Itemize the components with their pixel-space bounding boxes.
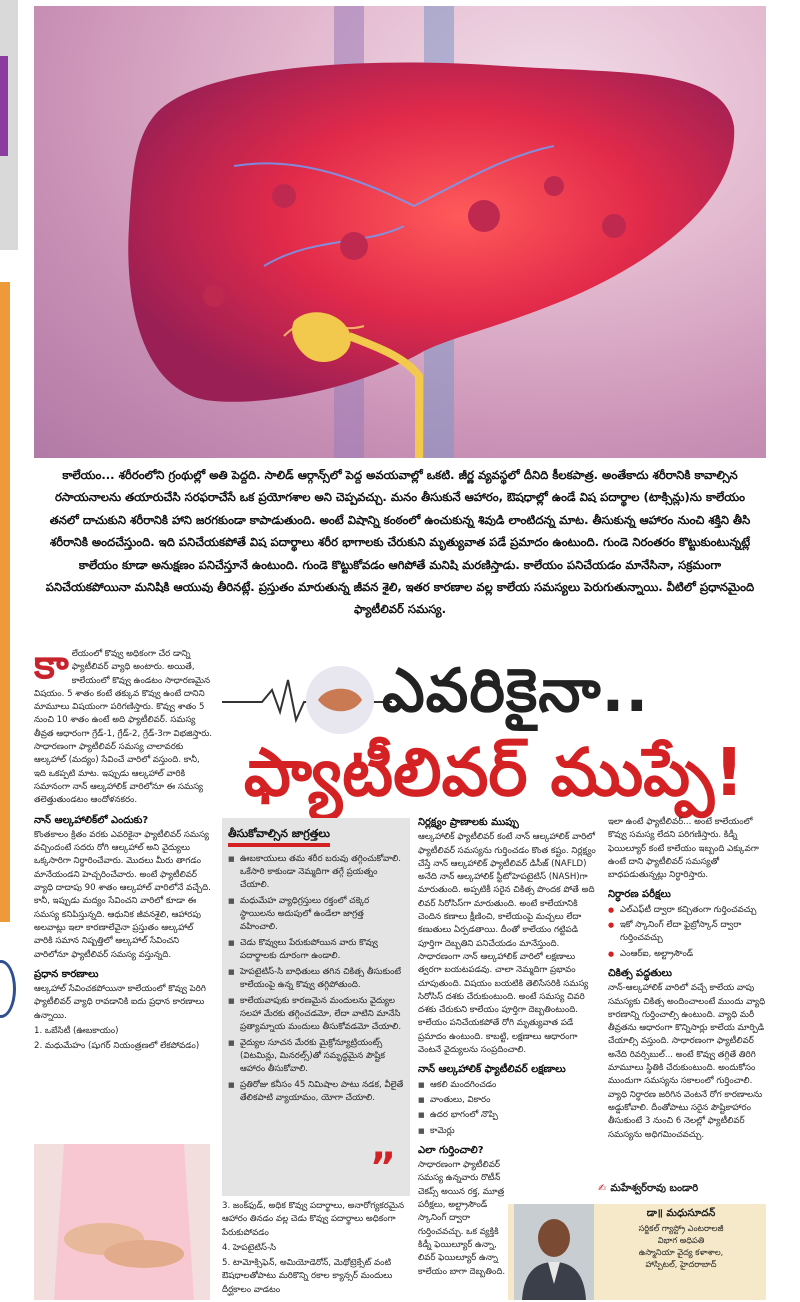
col3-paragraph-3: సాధారణంగా ఫ్యాటీలివర్ సమస్య ఉన్నవారు రొటీన్ చెకప్స్ అయిన రక్త, మూత్ర పరీక్షలు, అల్ట్రాసౌండ్ స్కానింగ్ ద్వారా గుర్తించవచ్చు. ఒక వ్యక్తికి కిడ్నీ ఫెయిల్యూర్ ఉన్నా, లివర్ ఫెయిల్యూర్ ఉన్నా కాలేయం బాగా దెబ్బతింది. [418,1160,506,1277]
precaution-item: ■ ఊబకాయులు తమ శరీర బరువు తగ్గించుకోవాలి. ఒకేసారి కాకుండా నెమ్మదిగా తగ్గే ప్రయత్నం చేయాలి. [228,853,404,892]
doctor-info-box [508,1204,766,1300]
precaution-item: ■ హెపటైటిస్-సి బాధితులు తగిన చికిత్స తీసుకుంటే కాలేయంపై ఉన్న కొవ్వు తగ్గిపోతుంది. [228,966,404,992]
symptoms-list [418,1079,598,1138]
adjacent-page-graphic [0,960,16,1018]
symptom-item: ■ ఉదర భాగంలో నొప్పి [418,1109,598,1122]
doctor-line-1: సర్జికల్ గ్యాస్ట్రో ఎంటరాలజీ [638,1223,724,1233]
doctor-line-2: విభాగ అధిపతి [657,1235,705,1245]
headline-line-1: ఎవరికైనా.. [382,656,650,726]
subheading-treatment: చికిత్స పద్ధతులు [608,967,672,979]
liver-illustration [34,6,766,458]
headline-block [222,650,766,820]
column-4 [608,816,766,1144]
doctor-line-3: ఉస్మానియా వైద్య కళాశాల, [638,1247,724,1257]
pen-icon: ✍ [598,1183,607,1194]
cause-item-4: 4. హెపటైటిస్-సి [222,1242,277,1253]
column-1 [34,642,214,1056]
precaution-item: ■ మధుమేహ వ్యాధిగ్రస్తులు రక్తంలో చక్కెర స్థాయిలను అదుపులో ఉండేలా జాగ్రత్త వహించాలి. [228,895,404,934]
doctor-credentials [600,1208,762,1270]
author-name: మహేశ్వర్‌రావు బండారి [610,1183,699,1194]
doctor-photo [514,1204,594,1300]
headline-line-2: ఫ్యాటీలివర్ ముప్పే! [243,734,745,811]
subheading-detection: ఎలా గుర్తించాలి? [418,1144,484,1156]
tests-list [608,904,766,961]
author-byline [598,1182,766,1196]
adjacent-page-bar [0,56,8,156]
col4-paragraph-3: నాన్-ఆల్కహాలిక్ వారిలో వచ్చే కాలేయ వాపు సమస్యకు చికిత్స అందించాలంటే ముందు వ్యాధి కారణాన్ని గుర్తించాల్సి ఉంటుంది. వ్యాధి మరీ తీవ్రతను ఆధారంగా కొన్నిసార్లు కాలేయ మార్పిడి చేయాల్సి వస్తుంది. సాధారణంగా ఫ్యాటీలివర్ అనేది రివర్సిబుల్... అంటే కొవ్వు తగ్గితే తిరిగి మామూలు స్థితికి చేరుకుంటుంది. అందుకోసం ముందుగా సమస్యను సకాలంలో గుర్తించాలి. వ్యాధి నిర్ధారణ జరిగిన వెంటనే రోగ కారణాలను అడ్డుకోవాలి. దీంతోపాటు సరైన పౌష్టికాహారం తీసుకుంటే 3 నుంచి 6 నెలల్లో ఫ్యాటీలివర్ సమస్యను అధిగమించవచ్చు. [608,983,766,1140]
symptom-item: ■ ఆకలి మందగించడం [418,1079,598,1092]
woman-holding-abdomen-photo [34,1144,210,1300]
test-item: ● ఎల్ఎఫ్‌టీ ద్వారా కచ్చితంగా గుర్తించవచ్చు [608,904,766,917]
cause-item-1: 1. ఒబేసిటీ (ఊబకాయం) [34,1026,119,1037]
col4-paragraph-1: ఇలా ఉంటే ఫ్యాటీలివర్... అంటే కాలేయంలో కొవ్వు సమస్య లేదని పరిగణిస్తారు. కిడ్నీ ఫెయిల్యూర్ కంటే కాలేయం ఇబ్బంది ఎక్కువగా ఉంటే దాని ఫ్యాటీలివర్ సమస్యతో బాధపడుతున్నట్లు నిర్ధారిస్తారు. [608,817,759,881]
cause-item-5: 5. టామోక్సిఫెన్, అమియోడెరోన్, మెథోట్రెక్సేట్ వంటి ఔషధాలతోపాటు మరికొన్ని రకాల క్యాన్సర్ మందులు దీర్ఘకాలం వాడటం [222,1258,393,1295]
intro-paragraph: కాలేయం... శరీరంలోని గ్రంథుల్లో అతి పెద్దది. సాలిడ్ ఆర్గాన్స్‌లో పెద్ద అవయవాల్లో ఒకటి. జీర్ణ వ్యవస్థలో దీనిది కీలకపాత్ర. అంతేకాదు శరీరానికి కావాల్సిన రసాయనాలను తయారుచేసి సరఫరాచేసే ఒక ప్రయోగశాల అని చెప్పవచ్చు. మనం తీసుకునే ఆహారం, ఔషధాల్లో ఉండే విష పదార్థాల (టాక్సిన్లు)ను కాలేయం తనలో దాచుకుని శరీరానికి హాని జరగకుండా కాపాడుతుంది. అంటే విషాన్ని కంఠంలో ఉంచుకున్న శివుడి లాంటిదన్న మాట. తీసుకున్న ఆహారం నుంచి శక్తిని తీసి శరీరానికి అందచేస్తుంది. ఇది పనిచేయకపోతే విష పదార్థాలు శరీర భాగాలకు చేరుకుని మృత్యువాత పడే ప్రమాదం ఉంటుంది. గుండె నిరంతరం కొట్టుకుంటున్నట్లే కాలేయం కూడా అనుక్షణం పనిచేస్తూనే ఉంటుంది. గుండె కొట్టుకోవడం ఆగిపోతే మనిషి మరణిస్తాడు. కాలేయం పనిచేయడం మానేసినా, సక్రమంగా పనిచేయకపోయినా మనిషికి ఆయువు తీరినట్లే. ప్రస్తుతం మారుతున్న జీవన శైలి, ఇతర కారణాల వల్ల కాలేయ సమస్యలు పెరుగుతున్నాయి. వీటిలో ప్రధానమైంది ఫ్యాటీలివర్ సమస్య. [45,468,755,617]
col1-paragraph-1: లేయంలో కొవ్వు అధికంగా చేర డాన్ని ఫ్యాటీలివర్ వ్యాధి అంటారు. అయితే, కాలేయంలో కొవ్వు ఉండటం సాధారణమైన విషయం. 5 శాతం కంటే తక్కువ కొవ్వు ఉంటే దానిని మామూలు విషయంగా పరిగణిస్తారు. కొవ్వు శాతం 5 నుంచి 10 శాతం ఉంటే అది ఫ్యాటీలివర్. సమస్య తీవ్రత ఆధారంగా గ్రేడ్-1, గ్రేడ్-2, గ్రేడ్-3గా విభజిస్తారు. సాధారణంగా ఫ్యాటీలివర్ సమస్య చాలావరకు ఆల్కహాల్ (మద్యం) సేవించే వారిలో వస్తుంది. కానీ, ఇది ఒకప్పటి మాట. ఇప్పుడు ఆల్కహాల్ వారికి సమానంగా నాన్ ఆల్కహాలిక్ వారిలోనూ ఈ సమస్య తలెత్తుతుండటం ఆందోళనకరం. [34,649,213,806]
causes-continued [222,1200,410,1299]
liver-svg [34,6,766,458]
precaution-item: ■ కాలేయవాపుకు కారణమైన మందులను వైద్యుల సలహా మేరకు తగ్గించడమో, లేదా వాటిని మానేసి ప్రత్యామ్నాయ మందులు తీసుకోవడమో చేయాలి. [228,995,404,1034]
quote-mark-icon: ” [369,1145,396,1191]
symptom-item: ■ వాంతులు, వికారం [418,1094,598,1107]
doctor-name: డా॥ మధుసూదన్ [646,1208,716,1219]
subheading-neglect: నిర్లక్ష్యం ప్రాణాలకు ముప్పు [418,817,519,828]
col1-paragraph-2: కొంతకాలం క్రితం వరకు ఎవరికైనా ఫ్యాటీలివర్ సమస్య వచ్చిందంటే సదరు రోగి ఆల్కహాల్ అని వైద్యులు ఒక్కసారిగా నిర్ధారించేవారు. మొదలు మీరు తాగడం మానేయండని హెచ్చరించేవారు. అంటే ఫ్యాటీలివర్ వ్యాధి దాదాపు 90 శాతం ఆల్కహాల్ వారిలోనే వచ్చేది. కానీ, ఇప్పుడు మద్యం సేవించని వారిలో కూడా ఈ సమస్య కనిపిస్తున్నది. ఆధునిక జీవనశైలి, ఆహారపు అలవాట్లు ఇలా కారణాలేవైనా ప్రస్తుతం ఆల్కహాల్ వారికి సమాన నిష్పత్తిలో ఆల్కహాల్ సేవించని వారిలోనూ ఫ్యాటీలివర్ సమస్య వస్తున్నది. [34,829,211,960]
subheading-tests: నిర్ధారణ పరీక్షలు [608,889,671,901]
precautions-box [222,818,410,1196]
test-item: ● ఇకో స్కానింగ్ లేదా ఫైబ్రోస్కాన్ ద్వారా గుర్తించవచ్చు [608,919,766,946]
lead-paragraph [34,642,214,808]
precautions-list [228,853,404,1105]
woman-photo-svg [34,1144,210,1300]
adjacent-page-edge [0,0,18,250]
precaution-item: ■ వైద్యుల సూచన మేరకు మైక్రోన్యూట్రియంట్స్ (విటమిన్లు, మినరల్స్)తో సమృద్ధమైన పౌష్టిక ఆహారం తీసుకోవాలి. [228,1037,404,1076]
col1-paragraph-3: ఆల్కహాల్ సేవించకపోయినా కాలేయంలో కొవ్వు పెరిగి ఫ్యాటీలివర్ వ్యాధి రావడానికి ఐదు ప్రధాన కారణాలు ఉన్నాయి. [34,984,206,1021]
adjacent-page-strip [0,282,10,922]
col3-paragraph-1: ఆల్కహాలిక్ ఫ్యాటీలివర్ కంటే నాన్ ఆల్కహాలిక్ వారిలో ఫ్యాటీలివర్ సమస్యను గుర్తించడం కొంత కష్టం. నిర్లక్ష్యం చేస్తే నాన్ ఆల్కహాలిక్ ఫ్యాటీలివర్ డిసీజ్ (NAFLD) అనేది నాన్ ఆల్కహాలిక్ స్టీటోహెపటైటిస్ (NASH)గా మారుతుంది. అప్పటికీ సరైన చికిత్స పొందక పోతే అది లివర్ సిరోసిస్‌గా మారుతుంది. అంటే కాలేయానికి చెందిన కణాలు క్షీణించి, కాలేయంపై మచ్చలు లేదా కణుతులు ఏర్పడతాయి. దీంతో కాలేయం గట్టిపడి పూర్తిగా దెబ్బతిని పనిచేయడం మానేస్తుంది. సాధారణంగా నాన్ ఆల్కహాలిక్ వారిలో లక్షణాలు త్వరగా బయటపడవు. చాలా నెమ్మదిగా ప్రభావం చూపుతుంది. విషయం బయటికి తెలిసేసరికి సమస్య సిరోసిస్ దశకు చేరుకుంటుంది. అంటే సమస్య చివరి దశకు చేరుకుని కాలేయం పూర్తిగా దెబ్బతింటుంది. కాలేయం పనిచేయకపోతే రోగి మృత్యువాత పడే ప్రమాదం ఉంటుంది. కాబట్టి, లక్షణాలు ఆధారంగా వెంటనే వైద్యులను సంప్రదించాలి. [418,832,596,1056]
precaution-item: ■ చెడు కొవ్వులు పేరుకుపోయిన వారు కొవ్వు పదార్థాలకు దూరంగా ఉండాలి. [228,937,404,963]
doctor-line-4: హాస్పిటల్, హైదరాబాద్ [645,1259,717,1269]
subheading-non-alcoholic: నాన్ ఆల్కహాలిక్‌లో ఎందుకు? [34,814,149,826]
precaution-item: ■ ప్రతిరోజు కనీసం 45 నిమిషాల పాటు నడక, వీలైతే తేలికపాటి వ్యాయామం, యోగా చేయాలి. [228,1079,404,1105]
doctor-photo-svg [514,1204,594,1300]
cause-item-2: 2. మధుమేహం (షుగర్ నియంత్రణలో లేకపోవడం) [34,1041,200,1052]
dropcap: కా [34,642,69,688]
subheading-main-causes: ప్రధాన కారణాలు [34,968,99,980]
heartbeat-liver-graphic [222,660,392,740]
test-item: ● ఎంఆర్ఐ, అల్ట్రాసౌండ్ [608,948,766,961]
precautions-title: తీసుకోవాల్సిన జాగ్రత్తలు [228,827,330,847]
cause-item-3: 3. జంక్‌ఫుడ్, అధిక కొవ్వు పదార్థాలు, అనారోగ్యకరమైన ఆహారం తినడం వల్ల చెడు కొవ్వు పదార్థాలు అధికంగా పేరుకుపోవడం [222,1201,404,1238]
symptom-item: ■ కామెర్లు [418,1125,598,1138]
subheading-symptoms: నాన్ ఆల్కహాలిక్ ఫ్యాటీలివర్ లక్షణాలు [418,1064,566,1076]
